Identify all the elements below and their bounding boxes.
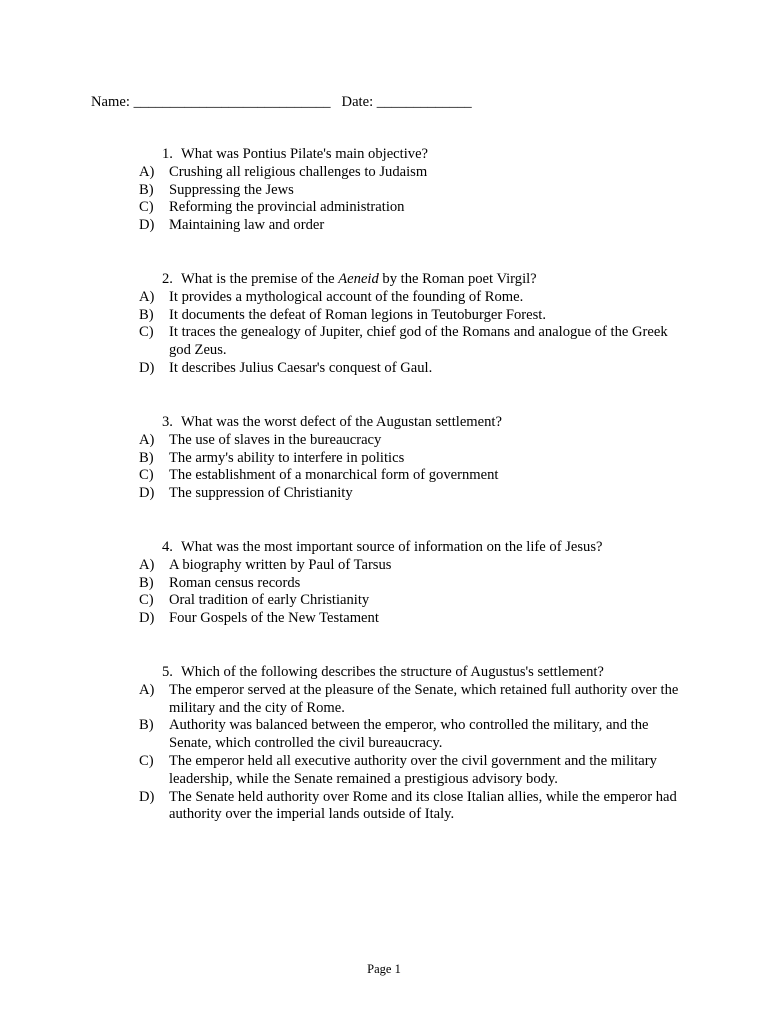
answer-option [139, 450, 684, 468]
answer-option [139, 199, 684, 217]
option-text: The suppression of Christianity [169, 485, 353, 502]
option-letter: C) [139, 199, 154, 216]
option-letter: A) [139, 431, 155, 448]
question-2 [139, 271, 684, 378]
answer-option [139, 753, 684, 789]
question-text: What was Pontius Pilate's main objective? [181, 146, 429, 162]
option-letter: D) [139, 610, 155, 627]
answer-option [139, 164, 684, 182]
answer-option [139, 217, 684, 235]
option-letter: D) [139, 485, 155, 502]
question-4 [139, 539, 684, 628]
question-stem [139, 539, 684, 557]
answer-option [139, 610, 684, 628]
option-text: The use of slaves in the bureaucracy [169, 431, 382, 448]
question-1 [139, 146, 684, 235]
answer-option [139, 182, 684, 200]
answer-option [139, 575, 684, 593]
question-5 [139, 664, 684, 824]
question-number: 1. [162, 146, 173, 162]
option-text: Oral tradition of early Christianity [169, 592, 370, 609]
answer-option [139, 289, 684, 307]
answer-option [139, 485, 684, 503]
option-text: It provides a mythological account of the founding of Rome. [169, 288, 524, 305]
question-text: Which of the following describes the structure of Augustus's settlement? [181, 664, 604, 680]
option-text: The emperor held all executive authority over the civil government and the military leadership, while the Senate remained a prestigious advisory body. [169, 752, 657, 787]
answer-option [139, 592, 684, 610]
option-text: Roman census records [169, 574, 301, 591]
option-text: Crushing all religious challenges to Judaism [169, 163, 428, 180]
option-letter: A) [139, 556, 155, 573]
question-number: 4. [162, 539, 173, 555]
answer-option [139, 717, 684, 753]
date-blank: _____________ [376, 94, 472, 110]
question-stem [139, 271, 684, 289]
option-text: The establishment of a monarchical form of government [169, 467, 499, 484]
question-number: 2. [162, 271, 173, 287]
answer-option [139, 682, 684, 718]
option-letter: C) [139, 324, 154, 341]
option-text: Authority was balanced between the emperor, who controlled the military, and the Senate, which controlled the civil bureaucracy. [169, 717, 649, 752]
question-stem [139, 146, 684, 164]
option-letter: A) [139, 681, 155, 698]
option-letter: A) [139, 288, 155, 305]
option-text: A biography written by Paul of Tarsus [169, 556, 392, 573]
question-text: What was the worst defect of the Augustan settlement? [181, 414, 502, 430]
option-letter: C) [139, 467, 154, 484]
answer-option [139, 360, 684, 378]
date-label: Date: [341, 94, 374, 110]
option-letter: B) [139, 717, 154, 734]
option-letter: C) [139, 592, 154, 609]
option-letter: B) [139, 306, 154, 323]
book-title-italic: Aeneid [338, 271, 379, 287]
question-stem [139, 414, 684, 432]
answer-option [139, 467, 684, 485]
option-letter: B) [139, 181, 154, 198]
option-letter: D) [139, 217, 155, 234]
option-letter: C) [139, 752, 154, 769]
option-letter: A) [139, 163, 155, 180]
option-text: The Senate held authority over Rome and its close Italian allies, while the emperor had authority over the imperial lands outside of Italy. [169, 788, 677, 823]
question-text: What was the most important source of information on the life of Jesus? [181, 539, 603, 555]
question-number: 5. [162, 664, 173, 680]
option-letter: D) [139, 788, 155, 805]
option-text: It describes Julius Caesar's conquest of Gaul. [169, 359, 433, 376]
option-text: Maintaining law and order [169, 217, 325, 234]
question-3 [139, 414, 684, 503]
question-text-start: What is the premise of the [181, 271, 339, 287]
name-label: Name: [91, 94, 130, 110]
name-date-header [91, 92, 472, 112]
option-letter: B) [139, 449, 154, 466]
answer-option [139, 789, 684, 825]
answer-option [139, 324, 684, 360]
option-text: The army's ability to interfere in politics [169, 449, 405, 466]
option-text: The emperor served at the pleasure of the Senate, which retained full authority over the military and the city of Rome. [169, 681, 679, 716]
answer-option [139, 307, 684, 325]
name-blank: ___________________________ [133, 94, 331, 110]
question-text-end: by the Roman poet Virgil? [378, 271, 537, 287]
answer-option [139, 557, 684, 575]
question-number: 3. [162, 414, 173, 430]
option-text: Four Gospels of the New Testament [169, 610, 379, 627]
option-letter: B) [139, 574, 154, 591]
option-letter: D) [139, 359, 155, 376]
option-text: It documents the defeat of Roman legions in Teutoburger Forest. [169, 306, 546, 323]
answer-option [139, 432, 684, 450]
option-text: Suppressing the Jews [169, 181, 294, 198]
option-text: It traces the genealogy of Jupiter, chief god of the Romans and analogue of the Greek god Zeus. [169, 324, 668, 359]
question-stem [139, 664, 684, 682]
option-text: Reforming the provincial administration [169, 199, 405, 216]
page-number: Page 1 [367, 962, 401, 976]
